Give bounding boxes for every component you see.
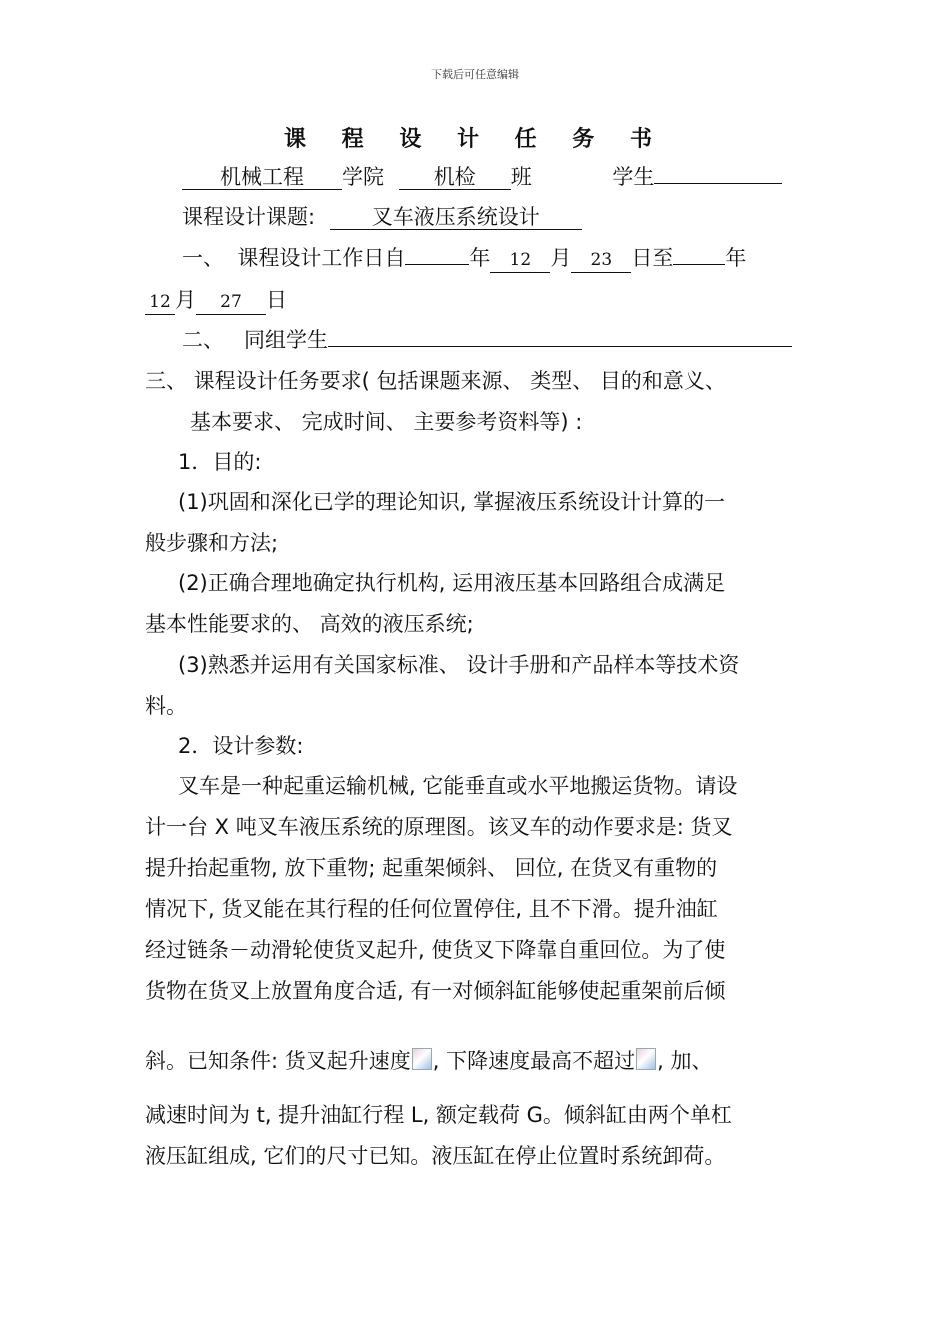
college-field: 机械工程 (182, 165, 342, 190)
requirements-line2: 基本要求、 完成时间、 主要参考资料等) : (190, 410, 583, 434)
purpose-item3b: 料。 (145, 694, 187, 718)
student-label: 学生 (612, 165, 655, 189)
params-line7b: , 下降速度最高不超过 (432, 1049, 636, 1073)
item2-label: 同组学生 (244, 328, 329, 352)
params-line7 (145, 1046, 712, 1076)
topic-label: 课程设计课题: (182, 205, 316, 229)
purpose-item1a: (1)巩固和深化已学的理论知识, 掌握液压系统设计计算的一 (178, 490, 726, 514)
topic-field: 叉车液压系统设计 (330, 205, 582, 230)
topic-row (182, 202, 582, 232)
document-title: 课 程 设 计 任 务 书 (284, 127, 666, 152)
student-field (654, 183, 782, 184)
params-line4: 情况下, 货叉能在其行程的任何位置停住, 且不下滑。提升油缸 (145, 897, 718, 921)
purpose-item2a: (2)正确合理地确定执行机构, 运用液压基本回路组合成满足 (178, 571, 726, 595)
info-row (182, 162, 782, 192)
work-dates-row-cont (145, 285, 287, 315)
purpose-item1b: 般步骤和方法; (145, 531, 279, 555)
params-heading: 2．设计参数: (178, 734, 304, 758)
lift-speed-image-icon (412, 1048, 432, 1070)
params-line3: 提升抬起重物, 放下重物; 起重架倾斜、 回位, 在货叉有重物的 (145, 856, 718, 880)
group-row (182, 325, 792, 355)
month-label: 月 (550, 246, 572, 270)
params-line7a: 斜。已知条件: 货叉起升速度 (145, 1049, 411, 1073)
class-field: 机检 (399, 165, 511, 190)
start-month-field: 12 (490, 248, 550, 273)
purpose-heading: 1．目的: (178, 450, 262, 474)
params-line7c: , 加、 (657, 1049, 713, 1073)
year-label: 年 (469, 246, 491, 270)
work-dates-row (182, 243, 746, 273)
day-to-label: 日至 (631, 246, 674, 270)
group-students-field (328, 346, 792, 347)
item2-prefix: 二、 (182, 328, 224, 352)
params-line1: 叉车是一种起重运输机械, 它能垂直或水平地搬运货物。请设 (178, 774, 738, 798)
start-day-field: 23 (571, 248, 631, 273)
college-label: 学院 (342, 165, 384, 189)
item1-label: 课程设计工作日自 (237, 246, 406, 270)
day-label: 日 (266, 288, 287, 312)
end-day-field: 27 (196, 290, 266, 315)
params-line5: 经过链条－动滑轮使货叉起升, 使货叉下降靠自重回位。为了使 (145, 938, 726, 962)
month2-label: 月 (175, 288, 196, 312)
class-label: 班 (510, 165, 532, 189)
descent-speed-image-icon (636, 1048, 656, 1070)
end-month-field: 12 (145, 290, 175, 315)
year2-label: 年 (725, 246, 747, 270)
page-header-note: 下载后可任意编辑 (431, 68, 519, 81)
params-line2: 计一台 X 吨叉车液压系统的原理图。该叉车的动作要求是: 货叉 (145, 815, 733, 839)
end-year-field (673, 264, 725, 265)
purpose-item3a: (3)熟悉并运用有关国家标准、 设计手册和产品样本等技术资 (178, 653, 740, 677)
purpose-item2b: 基本性能要求的、 高效的液压系统; (145, 612, 474, 636)
params-line9: 液压缸组成, 它们的尺寸已知。液压缸在停止位置时系统卸荷。 (145, 1144, 726, 1168)
item1-prefix: 一、 (182, 246, 224, 270)
params-line8: 减速时间为 t, 提升油缸行程 L, 额定载荷 G。倾斜缸由两个单杠 (145, 1103, 732, 1127)
start-year-field (405, 264, 469, 265)
requirements-line1: 三、 课程设计任务要求( 包括课题来源、 类型、 目的和意义、 (145, 369, 726, 393)
params-line6: 货物在货叉上放置角度合适, 有一对倾斜缸能够使起重架前后倾 (145, 979, 726, 1003)
